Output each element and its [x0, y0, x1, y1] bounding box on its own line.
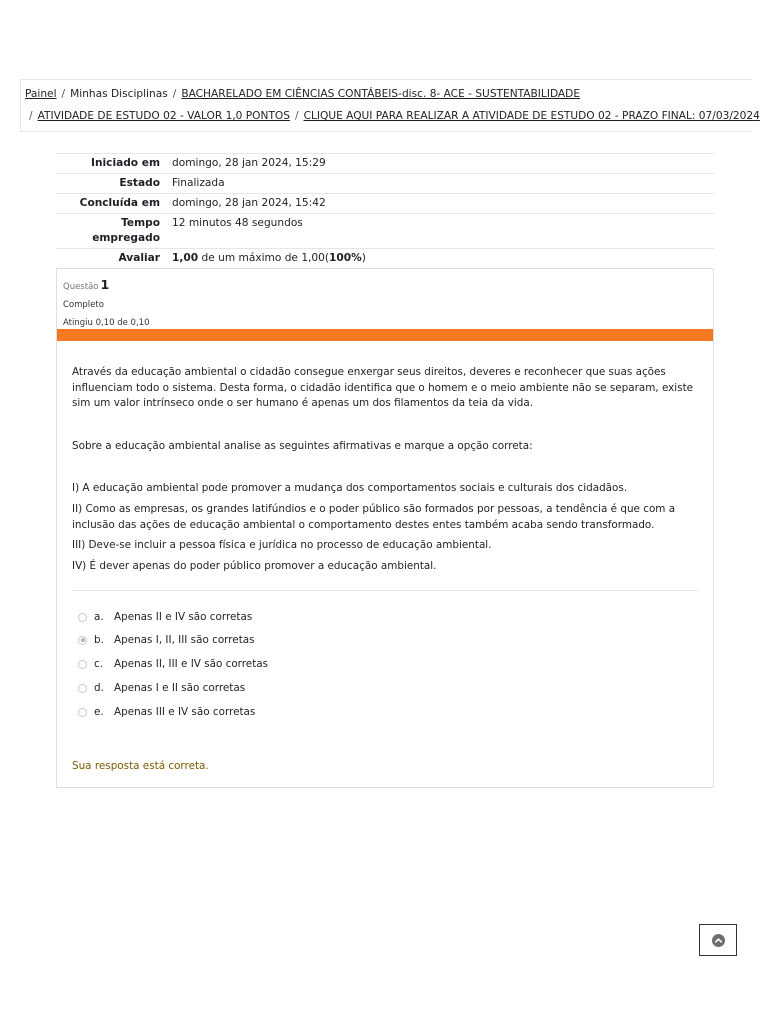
option-text: Apenas II, III e IV são corretas [114, 658, 269, 670]
started-label: Iniciado em [91, 157, 160, 169]
breadcrumb-separator: / [172, 88, 177, 100]
question-number: 1 [100, 277, 110, 292]
summary-row-completed [56, 194, 714, 214]
question-state: Completo [63, 300, 104, 310]
chevron-up-icon [712, 934, 725, 947]
radio-button-selected[interactable] [78, 636, 87, 645]
answer-option-e[interactable] [78, 706, 255, 718]
breadcrumb-link-course[interactable]: BACHARELADO EM CIÊNCIAS CONTÁBEIS-disc. 8- ACE - SUSTENTABILIDADE [181, 88, 581, 100]
completed-label: Concluída em [79, 197, 160, 209]
answer-option-a[interactable] [78, 611, 252, 623]
summary-row-time [56, 214, 714, 249]
option-letter: e. [94, 706, 104, 718]
statement-1: I) A educação ambiental pode promover a mudança dos comportamentos sociais e culturais dos cidadãos. [72, 482, 628, 494]
time-label [56, 214, 164, 248]
breadcrumb-line-1 [25, 88, 580, 100]
breadcrumb-separator: / [294, 110, 299, 122]
summary-row-state [56, 174, 714, 194]
question-grade: Atingiu 0,10 de 0,10 [63, 318, 150, 328]
answer-feedback: Sua resposta está correta. [72, 760, 209, 772]
statement-2: II) Como as empresas, os grandes latifúndios e o poder público são formados por pessoas, a tendência é que com a inclusão das ações de educação ambiental o comportamento destes entes também acaba sendo transformado. [72, 503, 676, 531]
option-text: Apenas II e IV são corretas [114, 611, 253, 623]
answer-option-b[interactable] [78, 634, 255, 646]
scroll-to-top-button[interactable] [699, 924, 737, 956]
breadcrumb-link-painel[interactable]: Painel [25, 88, 57, 100]
summary-row-grade [56, 249, 714, 269]
breadcrumb-separator: / [61, 88, 66, 100]
breadcrumb-line-2 [29, 110, 760, 122]
state-label: Estado [119, 177, 160, 189]
time-label-line-1: Tempo [121, 217, 160, 229]
question-intro: Através da educação ambiental o cidadão consegue enxergar seus direitos, deveres e reconhecer que suas ações influenciam todo o sistema. Desta forma, o cidadão identifica que o homem e o meio ambiente não se separam, existe sim um valor intrínseco onde o ser humano é apenas um dos filamentos da teia da vida. [72, 366, 694, 409]
statement-4: IV) É dever apenas do poder público promover a educação ambiental. [72, 560, 437, 572]
grade-value [164, 249, 366, 268]
breadcrumb-link-activity[interactable]: ATIVIDADE DE ESTUDO 02 - VALOR 1,0 PONTOS [37, 110, 290, 122]
question-card [56, 268, 714, 788]
started-value: domingo, 28 jan 2024, 15:29 [172, 157, 326, 169]
breadcrumb-link-quiz[interactable]: CLIQUE AQUI PARA REALIZAR A ATIVIDADE DE ESTUDO 02 - PRAZO FINAL: 07/03/2024 [303, 110, 760, 122]
grade-score: 1,00 [172, 252, 199, 264]
radio-button[interactable] [78, 684, 87, 693]
time-label-line-2: empregado [92, 232, 160, 244]
breadcrumb-separator: / [29, 110, 33, 122]
option-text: Apenas III e IV são corretas [114, 706, 256, 718]
question-accent-bar [57, 329, 713, 341]
answer-option-d[interactable] [78, 682, 245, 694]
grade-percent: 100% [329, 252, 362, 264]
question-divider [72, 590, 698, 591]
breadcrumb-item-minhas-disciplinas: Minhas Disciplinas [70, 88, 168, 100]
option-letter: b. [94, 634, 104, 646]
radio-button[interactable] [78, 613, 87, 622]
option-text: Apenas I, II, III são corretas [114, 634, 255, 646]
question-prompt: Sobre a educação ambiental analise as seguintes afirmativas e marque a opção correta: [72, 440, 533, 452]
grade-text: de um máximo de 1,00( [198, 252, 330, 264]
grade-text-end: ) [361, 252, 366, 264]
question-label: Questão [63, 282, 99, 292]
grade-label: Avaliar [118, 252, 160, 264]
statement-3: III) Deve-se incluir a pessoa física e jurídica no processo de educação ambiental. [72, 539, 492, 551]
breadcrumb [20, 79, 760, 132]
radio-button[interactable] [78, 660, 87, 669]
option-letter: d. [94, 682, 104, 694]
completed-value: domingo, 28 jan 2024, 15:42 [172, 197, 326, 209]
option-letter: c. [94, 658, 104, 670]
time-value: 12 minutos 48 segundos [172, 217, 303, 229]
option-letter: a. [94, 611, 104, 623]
summary-row-started [56, 154, 714, 174]
radio-button[interactable] [78, 708, 87, 717]
answer-option-c[interactable] [78, 658, 268, 670]
state-value: Finalizada [172, 177, 225, 189]
option-text: Apenas I e II são corretas [114, 682, 246, 694]
question-info [63, 274, 149, 328]
attempt-summary-table [56, 153, 714, 269]
